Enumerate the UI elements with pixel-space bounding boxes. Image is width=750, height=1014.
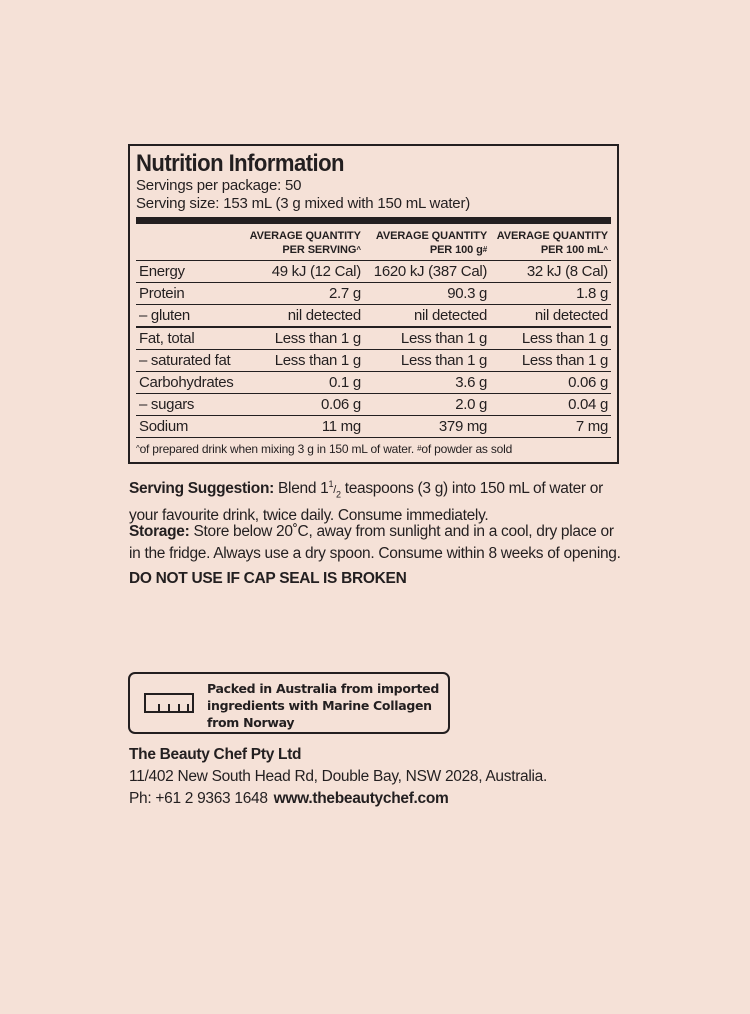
warning-text: DO NOT USE IF CAP SEAL IS BROKEN (129, 570, 407, 587)
cell-per-100g: 1620 kJ (387 Cal) (364, 261, 490, 283)
header-blank (136, 229, 243, 261)
row-label: – saturated fat (136, 350, 243, 372)
cell-per-100ml: Less than 1 g (490, 327, 611, 350)
cell-per-100g: 3.6 g (364, 372, 490, 394)
company-phone: Ph: +61 2 9363 1648 (129, 790, 268, 807)
table-row (136, 416, 611, 438)
ruler-icon (144, 693, 194, 713)
cell-per-serving: 11 mg (243, 416, 364, 438)
header-per-serving: AVERAGE QUANTITY PER SERVING^ (243, 229, 364, 261)
company-info (129, 744, 547, 810)
cell-per-100g: 379 mg (364, 416, 490, 438)
cell-per-100g: 90.3 g (364, 283, 490, 305)
row-label: Protein (136, 283, 243, 305)
table-row (136, 372, 611, 394)
cell-per-100g: Less than 1 g (364, 327, 490, 350)
cell-per-serving: 0.1 g (243, 372, 364, 394)
header-per-100ml: AVERAGE QUANTITY PER 100 mL^ (490, 229, 611, 261)
row-label: Energy (136, 261, 243, 283)
cell-per-serving: Less than 1 g (243, 350, 364, 372)
cell-per-serving: 0.06 g (243, 394, 364, 416)
serving-size: Serving size: 153 mL (3 g mixed with 150 mL water) (136, 195, 471, 212)
table-row (136, 350, 611, 372)
row-label: – sugars (136, 394, 243, 416)
serving-suggestion-label: Serving Suggestion: (129, 480, 275, 498)
table-row (136, 327, 611, 350)
row-label: Fat, total (136, 327, 243, 350)
cell-per-100ml: Less than 1 g (490, 350, 611, 372)
header-per-100g: AVERAGE QUANTITY PER 100 g# (364, 229, 490, 261)
cell-per-100g: nil detected (364, 305, 490, 328)
cell-per-serving: 2.7 g (243, 283, 364, 305)
cell-per-100ml: 0.04 g (490, 394, 611, 416)
table-row (136, 261, 611, 283)
divider-bar (136, 217, 611, 224)
serving-suggestion: Serving Suggestion: Blend $1^1/_2$ teaspoons (3 g) into 150 mL of water or your favourite drink, twice daily. Consume immediately. (129, 479, 603, 525)
cell-per-100ml: 0.06 g (490, 372, 611, 394)
nutrition-title: Nutrition Information (136, 150, 344, 177)
storage: Storage: Store below 20˚C, away from sunlight and in a cool, dry place or in the fridge. Always use a dry spoon. Consume within 8 weeks of opening. (129, 523, 621, 562)
nutrition-footnote: ^of prepared drink when mixing 3 g in 150 mL of water. #of powder as sold (136, 442, 513, 456)
cell-per-100ml: 32 kJ (8 Cal) (490, 261, 611, 283)
row-label: Carbohydrates (136, 372, 243, 394)
cell-per-100ml: 1.8 g (490, 283, 611, 305)
cell-per-100g: 2.0 g (364, 394, 490, 416)
cell-per-100g: Less than 1 g (364, 350, 490, 372)
origin-text: Packed in Australia from imported ingredients with Marine Collagen from Norway (207, 681, 439, 730)
row-label: – gluten (136, 305, 243, 328)
storage-label: Storage: (129, 523, 190, 540)
cell-per-serving: 49 kJ (12 Cal) (243, 261, 364, 283)
cell-per-serving: Less than 1 g (243, 327, 364, 350)
company-website-link[interactable]: www.thebeautychef.com (273, 790, 449, 807)
table-row (136, 305, 611, 328)
nutrition-table (136, 229, 611, 438)
origin-label (128, 672, 450, 734)
table-row (136, 283, 611, 305)
company-contact (129, 788, 547, 810)
servings-per-package: Servings per package: 50 (136, 177, 302, 194)
cell-per-100ml: nil detected (490, 305, 611, 328)
company-address: 11/402 New South Head Rd, Double Bay, NSW 2028, Australia. (129, 768, 547, 785)
table-row (136, 394, 611, 416)
row-label: Sodium (136, 416, 243, 438)
company-name: The Beauty Chef Pty Ltd (129, 746, 302, 763)
nutrition-panel (128, 144, 619, 464)
cell-per-100ml: 7 mg (490, 416, 611, 438)
cell-per-serving: nil detected (243, 305, 364, 328)
